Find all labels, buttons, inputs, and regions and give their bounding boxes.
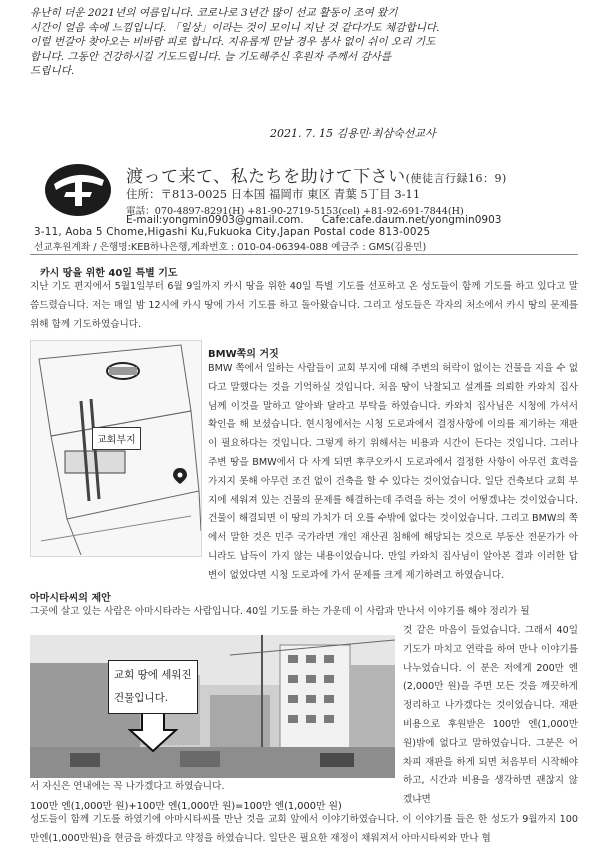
header-divider: [30, 254, 578, 255]
contact-row: [126, 214, 501, 226]
section3-closing: 성도들이 함께 기도를 하였기에 아마시타씨를 만난 것을 교회 앞에서 이야기하였습니다. 이 이야기를 들은 한 성도가 9월까지 100만엔(1,000만원)을 현금을 하겠다고 약정을 하였습니다. 일단은 필요한 재정이 채워져서 아마시타씨와 만나 협: [30, 814, 578, 844]
address-japanese: 住所：〒813-0025 日本国 福岡市 東区 青葉 5丁目 3-11: [126, 187, 421, 201]
address-english: 3-11, Aoba 5 Chome,Higashi Ku,Fukuoka City,Japan Postal code 813-0025: [34, 226, 431, 238]
section2-heading: BMW쪽의 거짓: [208, 349, 279, 360]
mission-logo-icon: [44, 162, 112, 218]
building-photo: [30, 635, 395, 778]
handwritten-note: [30, 6, 575, 79]
phone-numbers: 電話：070-4897-8291(H) +81-90-2719-5153(cel) +81-92-691-7844(H): [126, 206, 464, 217]
sum-line: 100만 엔(1,000만 원)+100만 엔(1,000만 원)=100만 엔(1,000만 원): [30, 801, 342, 812]
section3-intro: 그곳에 살고 있는 사람은 아마시타라는 사람입니다. 40일 기도를 하는 가운데 이 사람과 만나서 이야기를 해야 정리가 될: [30, 606, 530, 617]
photo-caption: 교회 땅에 세워진 건물입니다.: [108, 660, 198, 714]
handwritten-line: 이럴 번갈아 찾아오는 비바람 피로 합니다. 지유롭게 만날 경우 봉사 없이 쉬이 오리 기도: [30, 36, 436, 49]
section1-body: 지난 기도 편지에서 5월1일부터 6월 9일까지 카시 땅을 위한 40일 특별 기도를 선포하고 온 성도들이 함께 기도를 하고 있다고 말씀드렸습니다. 저는 매일 밤 12시에 카시 땅에 가서 기도를 하고 돌아왔습니다. 그리고 성도들은 각자의 처소에서 카시 땅의 문제를 위해 함께 기도하였습니다.: [30, 281, 578, 330]
location-marker-icon: [172, 467, 188, 489]
letterhead-title: [126, 162, 586, 187]
bank-account: 선교후원계좌 / 은행명:KEB하나은행,계좌번호 : 010-04-06394-088 예금주 : GMS(김용민): [34, 242, 427, 253]
section3-heading: 아마시타씨의 제안: [30, 593, 111, 604]
signature: 2021. 7. 15 김용민·최삼숙선교사: [270, 127, 436, 140]
section3-continuation: 서 자신은 연내에는 꼭 나가겠다고 하였습니다.: [30, 781, 225, 792]
title-reference: (使徒言行録16：9): [405, 172, 507, 185]
handwritten-line: 시간이 얼음 속에 느낌입니다. 「일상」이라는 것이 모이니 지난 것 같다가도 체감합니다.: [30, 21, 440, 34]
cafe-link[interactable]: Cafe:cafe.daum.net/yongmin0903: [321, 214, 502, 226]
email-link[interactable]: E-mail:yongmin0903@gmail.com.: [126, 214, 304, 226]
section3-right-body: 것 같은 마음이 들었습니다. 그래서 40일 기도가 마치고 연락을 하여 만나 이야기를 나누었습니다. 이 분은 저에게 200만 엔(2,000만 원)을 주면 모든 것을 깨끗하게 정리하고 나가겠다는 것이었습니다. 재판비용으로 후원받은 100만 엔(1,000만 원)밖에 없다고 말하였습니다. 그분은 어차피 재판을 하게 되면 처음부터 시작해야 하고, 시간과 비용을 생각하면 괜찮지 않겠냐면: [403, 625, 578, 806]
section2-body: BMW 쪽에서 일하는 사람들이 교회 부지에 대해 주변의 허락이 없이는 건물을 지을 수 없다고 말했다는 것을 기억하실 것입니다. 처음 땅이 낙찰되고 설계를 의뢰한 카와치 집사님께 이것을 말하고 알아봐 달라고 부탁을 하였습니다. 카와치 집사님은 시청에 가셔서 확인을 해 보셨습니다. 현시청에서는 시청 도로과에서 결정사항에 이의를 제기하는 재판이 필요하다는 것입니다. 그렇게 하기 위해서는 비용과 시간이 든다는 것입니다. 그러나 주변 땅을 BMW에서 다 사게 되면 후쿠오카시 도로과에서 결정한 사항이 아무런 효력을 가지지 못해 아무런 조건 없이 건축을 할 수 있다는 것이었습니다. 일단 건축보다 교회 부지에 세워져 있는 건물의 문제를 해결하는데 주력을 하는 것이 어떻겠냐는 것이었습니다. 건물이 해결되면 이 땅의 가치가 더 오를 수밖에 없다는 것이었습니다. 그리고 BMW의 쪽에서 말한 것은 민주 국가라면 개인 재산권 침해에 해당되는 것으로 부동산 전문가가 아니라도 납득이 가지 않는 내용이었습니다. 만일 카와치 집사님이 알아본 결과 이러한 답변이 없었다면 시청 도로과에 가서 문제를 크게 제기하려고 하였습니다.: [208, 363, 578, 581]
handwritten-line: 합니다. 그동안 건강하시길 기도드립니다. 늘 기도해주신 후원자 주께서 감사를: [30, 50, 392, 63]
section1-heading: 카시 땅을 위한 40일 특별 기도: [40, 268, 178, 279]
church-site-label: 교회부지: [92, 427, 141, 450]
title-text: 渡って来て、私たちを助けて下さい: [126, 167, 406, 187]
handwritten-line: 유난히 더운 2021년의 여름입니다. 코로나로 3년간 많이 선교 활동이 조여 왔기: [30, 7, 398, 19]
handwritten-line: 드립니다.: [30, 65, 75, 78]
